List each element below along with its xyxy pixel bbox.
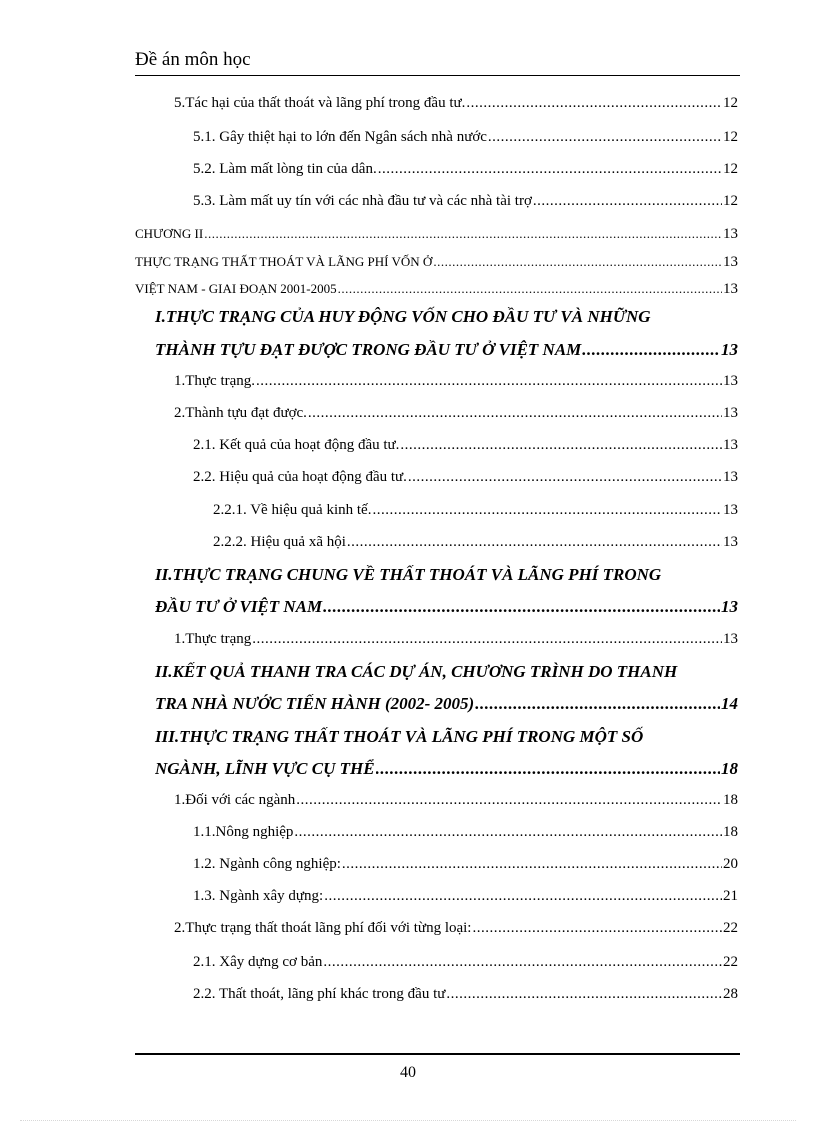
toc-entry[interactable]: [174, 373, 738, 390]
toc-entry[interactable]: [213, 534, 738, 551]
toc-entry[interactable]: [155, 597, 738, 617]
toc-page-number: 12: [723, 95, 738, 111]
toc-entry-text: 1.3. Ngành xây dựng:: [193, 888, 324, 904]
toc-entry-text: THỰC TRẠNG THẤT THOÁT VÀ LÃNG PHÍ VỐN Ở: [135, 254, 433, 269]
toc-leader-dots: [408, 469, 722, 486]
toc-entry[interactable]: [174, 405, 738, 422]
toc-entry-text: 5.2. Làm mất lòng tin của dân.: [193, 161, 377, 177]
toc-entry-text: 2.1. Xây dựng cơ bản: [193, 954, 323, 970]
toc-entry[interactable]: [155, 694, 738, 714]
toc-entry[interactable]: [174, 792, 738, 809]
toc-entry-text: 2.2.1. Về hiệu quả kinh tế.: [213, 502, 372, 518]
toc-leader-dots: [446, 986, 722, 1003]
toc-leader-dots: [347, 534, 722, 551]
toc-page-number: 18: [723, 792, 738, 808]
toc-entry[interactable]: [213, 502, 738, 519]
toc-leader-dots: [372, 502, 722, 519]
toc-entry[interactable]: [193, 161, 738, 178]
toc-entry-text: NGÀNH, LĨNH VỰC CỤ THỂ: [155, 759, 375, 778]
toc-entry[interactable]: [155, 340, 738, 360]
footer-divider: [135, 1053, 740, 1055]
toc-entry-text: 2.2. Thất thoát, lãng phí khác trong đầu tư: [193, 986, 446, 1002]
toc-entry-text: 1.Đối với các ngành: [174, 792, 296, 808]
toc-page-number: 12: [723, 129, 738, 145]
toc-entry[interactable]: [155, 759, 738, 779]
toc-page-number: 20: [723, 856, 738, 872]
toc-entry[interactable]: [135, 254, 738, 271]
toc-entry[interactable]: [193, 824, 738, 841]
toc-entry-text: 2.Thực trạng thất thoát lãng phí đối với từng loại:: [174, 920, 472, 936]
toc-leader-dots: [475, 694, 720, 714]
toc-heading-line[interactable]: II.THỰC TRẠNG CHUNG VỀ THẤT THOÁT VÀ LÃNG PHÍ TRONG: [155, 565, 662, 584]
toc-page-number: 22: [723, 920, 738, 936]
toc-page-number: 13: [723, 469, 738, 485]
toc-page-number: 12: [723, 161, 738, 177]
toc-leader-dots: [338, 281, 722, 297]
toc-entry-text: THÀNH TỰU ĐẠT ĐƯỢC TRONG ĐẦU TƯ Ở VIỆT NAM: [155, 340, 582, 359]
toc-leader-dots: [324, 888, 722, 905]
toc-page-number: 12: [723, 193, 738, 209]
toc-leader-dots: [252, 631, 722, 648]
toc-leader-dots: [256, 373, 722, 390]
toc-entry[interactable]: [193, 888, 738, 905]
toc-entry-text: ĐẦU TƯ Ở VIỆT NAM: [155, 597, 323, 616]
toc-entry-text: 2.2. Hiệu quả của hoạt động đầu tư.: [193, 469, 407, 485]
toc-entry-text: CHƯƠNG II: [135, 226, 204, 241]
toc-entry[interactable]: [193, 986, 738, 1003]
toc-page-number: 13: [723, 405, 738, 421]
toc-heading-line[interactable]: I.THỰC TRẠNG CỦA HUY ĐỘNG VỐN CHO ĐẦU TƯ VÀ NHỮNG: [155, 307, 651, 326]
toc-entry[interactable]: [193, 954, 738, 971]
toc-entry-text: 5.1. Gây thiệt hại to lớn đến Ngân sách nhà nước: [193, 129, 487, 145]
toc-page-number: 13: [723, 502, 738, 518]
toc-leader-dots: [204, 226, 722, 242]
toc-leader-dots: [323, 954, 722, 971]
toc-entry[interactable]: [193, 129, 738, 146]
toc-entry[interactable]: [174, 95, 738, 112]
toc-page-number: 13: [723, 437, 738, 453]
toc-leader-dots: [296, 792, 722, 809]
toc-leader-dots: [400, 437, 722, 454]
toc-page-number: 28: [723, 986, 738, 1002]
toc-page-number: 14: [721, 694, 738, 713]
toc-leader-dots: [294, 824, 722, 841]
toc-page-number: 13: [723, 281, 738, 297]
toc-leader-dots: [323, 597, 720, 617]
toc-entry-text: 1.2. Ngành công nghiệp:: [193, 856, 341, 872]
toc-page-number: 18: [723, 824, 738, 840]
toc-leader-dots: [376, 759, 720, 779]
toc-leader-dots: [533, 193, 722, 210]
toc-entry[interactable]: [174, 631, 738, 648]
toc-entry-text: 2.Thành tựu đạt được.: [174, 405, 307, 421]
toc-leader-dots: [308, 405, 722, 422]
toc-heading-line[interactable]: II.KẾT QUẢ THANH TRA CÁC DỰ ÁN, CHƯƠNG TRÌNH DO THANH: [155, 662, 678, 681]
toc-entry-text: 1.1.Nông nghiệp: [193, 824, 294, 840]
toc-leader-dots: [433, 254, 722, 270]
toc-entry-text: TRA NHÀ NƯỚC TIẾN HÀNH (2002- 2005): [155, 694, 475, 713]
toc-page-number: 13: [723, 631, 738, 647]
toc-entry[interactable]: [193, 469, 738, 486]
toc-entry-text: 1.Thực trạng.: [174, 373, 256, 389]
toc-page-number: 13: [723, 226, 738, 242]
toc-entry[interactable]: [193, 437, 738, 454]
toc-page-number: 22: [723, 954, 738, 970]
toc-page-number: 13: [723, 373, 738, 389]
toc-page-number: 21: [723, 888, 738, 904]
toc-entry[interactable]: [193, 193, 738, 210]
page-header-title: Đề án môn học: [135, 48, 740, 76]
toc-entry[interactable]: [135, 226, 738, 243]
toc-page-number: 13: [723, 534, 738, 550]
toc-page-number: 13: [723, 254, 738, 270]
toc-heading-line[interactable]: III.THỰC TRẠNG THẤT THOÁT VÀ LÃNG PHÍ TRONG MỘT SỐ: [155, 727, 644, 746]
toc-leader-dots: [472, 920, 722, 937]
toc-leader-dots: [582, 340, 720, 360]
toc-entry[interactable]: [135, 281, 738, 298]
toc-leader-dots: [466, 95, 722, 112]
toc-entry-text: 2.2.2. Hiệu quả xã hội: [213, 534, 346, 550]
toc-entry-text: 5.Tác hại của thất thoát và lãng phí trong đầu tư.: [174, 95, 466, 111]
toc-entry[interactable]: [174, 920, 738, 937]
page-number: 40: [400, 1064, 416, 1081]
toc-page-number: 13: [721, 340, 738, 359]
toc-leader-dots: [378, 161, 722, 178]
toc-page-number: 18: [721, 759, 738, 778]
toc-entry-text: 1.Thực trạng: [174, 631, 252, 647]
toc-leader-dots: [342, 856, 722, 873]
toc-entry-text: 5.3. Làm mất uy tín với các nhà đầu tư và các nhà tài trợ: [193, 193, 532, 209]
toc-page-number: 13: [721, 597, 738, 616]
toc-entry-text: 2.1. Kết quả của hoạt động đầu tư.: [193, 437, 400, 453]
toc-entry[interactable]: [193, 856, 738, 873]
toc-leader-dots: [488, 129, 722, 146]
page-bottom-edge: [20, 1120, 796, 1121]
toc-entry-text: VIỆT NAM - GIAI ĐOẠN 2001-2005: [135, 281, 337, 296]
